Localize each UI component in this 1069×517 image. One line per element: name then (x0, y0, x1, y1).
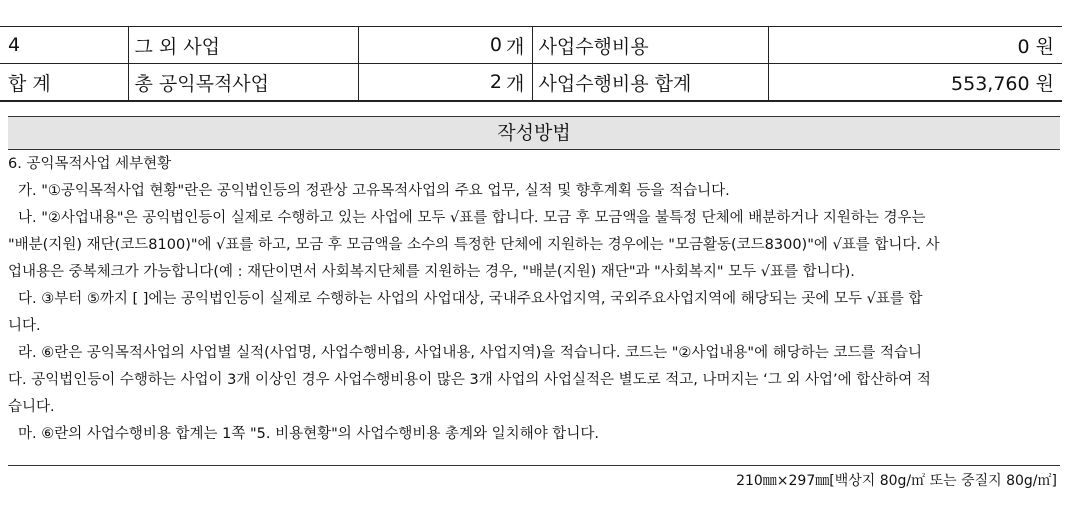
instruction-line: 다. 공익법인등이 수행하는 사업이 3개 이상인 경우 사업수행비용이 많은 3개 사업의 사업실적은 별도로 적고, 나머지는 ‘그 외 사업’에 합산하여 적 (8, 372, 931, 388)
category-cell: 그 외 사업 (128, 27, 358, 64)
instruction-line: 나. "②사업내용"은 공익법인등이 실제로 수행하고 있는 사업에 모두 √표를 합니다. 모금 후 모금액을 불특정 단체에 배분하거나 지원하는 경우는 (18, 210, 926, 226)
instruction-line: 니다. (8, 318, 41, 334)
row-number-cell: 합 계 (0, 64, 128, 102)
category-cell: 총 공익목적사업 (128, 64, 358, 102)
method-title: 작성방법 (8, 116, 1060, 150)
bottom-divider (8, 465, 1060, 466)
paper-spec-footer: 210㎜×297㎜[백상지 80g/㎡ 또는 중질지 80g/㎡] (736, 473, 1057, 489)
instruction-line: 습니다. (8, 399, 55, 415)
table-row-total (0, 64, 1062, 102)
business-summary-table (0, 26, 1062, 102)
count-cell: 2 (358, 64, 504, 102)
instruction-line: "배분(지원) 재단(코드8100)"에 √표를 하고, 모금 후 모금액을 소수의 특정한 단체에 지원하는 경우에는 "모금활동(코드8300)"에 √표를 합니다. 사 (8, 237, 940, 253)
table-row (0, 27, 1062, 64)
cost-label-cell: 사업수행비용 합계 (532, 64, 768, 102)
instruction-line: 업내용은 중복체크가 가능합니다(예 : 재단이면서 사회복지단체를 지원하는 경우, "배분(지원) 재단"과 "사회복지" 모두 √표를 합니다). (8, 264, 855, 280)
count-unit-cell: 개 (504, 64, 532, 102)
row-number-cell: 4 (0, 27, 128, 64)
instruction-line: 마. ⑥란의 사업수행비용 합계는 1쪽 "5. 비용현황"의 사업수행비용 총계와 일치해야 합니다. (18, 426, 599, 442)
count-unit-cell: 개 (504, 27, 532, 64)
cost-label-cell: 사업수행비용 (532, 27, 768, 64)
instruction-line: 라. ⑥란은 공익목적사업의 사업별 실적(사업명, 사업수행비용, 사업내용, 사업지역)을 적습니다. 코드는 "②사업내용"에 해당하는 코드를 적습니 (18, 345, 922, 361)
instruction-line: 가. "①공익목적사업 현황"란은 공익법인등의 정관상 고유목적사업의 주요 업무, 실적 및 향후계획 등을 적습니다. (18, 183, 730, 199)
instruction-line: 다. ③부터 ⑤까지 [ ]에는 공익법인등이 실제로 수행하는 사업의 사업대상, 국내주요사업지역, 국외주요사업지역에 해당되는 곳에 모두 √표를 합 (18, 291, 923, 307)
amount-cell: 0 원 (768, 27, 1062, 64)
amount-cell: 553,760 원 (768, 64, 1062, 102)
count-cell: 0 (358, 27, 504, 64)
instructions-block (8, 151, 1060, 448)
section-heading: 6. 공익목적사업 세부현황 (8, 156, 172, 172)
